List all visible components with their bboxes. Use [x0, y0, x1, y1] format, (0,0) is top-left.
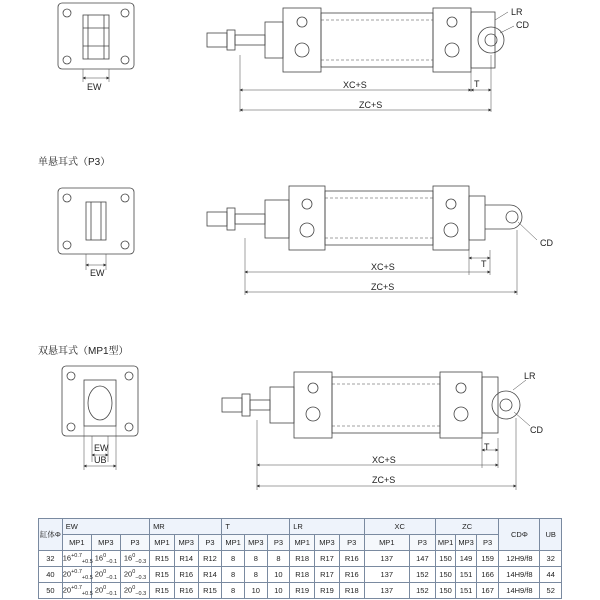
- ew-tol-lower: −0.3: [135, 590, 147, 597]
- cell-t-p3: 8: [267, 551, 290, 567]
- cell-xc-p3: 152: [409, 583, 435, 599]
- table-header-row: [39, 519, 562, 535]
- cell-lr-p3: R18: [339, 583, 364, 599]
- ew-tol-upper: 0: [132, 552, 136, 559]
- cell-lr-p3: R16: [339, 567, 364, 583]
- sub-zc-mp3: MP3: [456, 535, 476, 551]
- ew-tol-upper: +0.7: [71, 552, 82, 559]
- cell-t-p3: 10: [267, 567, 290, 583]
- ew-tol-upper: 0: [103, 584, 107, 591]
- cell-zc-mp3: 151: [456, 567, 476, 583]
- cell-ew-mp3: [91, 551, 120, 567]
- cell-lr-mp1: R18: [290, 551, 315, 567]
- ew-label-1: EW: [87, 82, 102, 92]
- sub-ew-p3: P3: [120, 535, 149, 551]
- cell-ew-p3: [120, 551, 149, 567]
- zc-label-3: ZC+S: [372, 475, 396, 485]
- sub-t-p3: P3: [267, 535, 290, 551]
- side-view-3: [222, 372, 530, 490]
- xc-label-2: XC+S: [371, 262, 395, 272]
- ew-tol-upper: 0: [132, 584, 136, 591]
- ew-value: 20: [123, 569, 133, 578]
- sub-lr-mp3: MP3: [315, 535, 340, 551]
- table-subheader-row: [39, 535, 562, 551]
- cell-mr-p3: R15: [198, 583, 222, 599]
- cell-mr-mp1: R15: [150, 551, 175, 567]
- cell-zc-p3: 166: [476, 567, 499, 583]
- cell-zc-mp3: 151: [456, 583, 476, 599]
- cell-lr-mp3: R17: [315, 567, 340, 583]
- cell-ew-mp3: [91, 567, 120, 583]
- cd-label-2: CD: [540, 238, 553, 248]
- ew-tol-upper: 0: [132, 568, 136, 575]
- ew-value: 20: [123, 585, 133, 594]
- cell-bore: 40: [39, 567, 63, 583]
- cell-cd: 14H9/f8: [499, 567, 540, 583]
- ew-tol-lower: +0.5: [81, 574, 93, 581]
- ew-tol-lower: −0.1: [106, 558, 118, 565]
- t-label-3: T: [484, 442, 490, 452]
- cell-ew-mp1: [62, 583, 91, 599]
- cell-t-mp1: 8: [222, 583, 245, 599]
- zc-header: ZC: [435, 519, 499, 535]
- ew-value: 20: [62, 569, 72, 578]
- spec-table: [38, 518, 562, 599]
- cell-ub: 32: [540, 551, 562, 567]
- cell-mr-mp3: R16: [174, 567, 198, 583]
- sub-mr-mp1: MP1: [150, 535, 175, 551]
- ew-value: 16: [123, 553, 133, 562]
- ub-header: UB: [540, 519, 562, 551]
- cell-t-mp3: 10: [244, 583, 267, 599]
- sub-mr-p3: P3: [198, 535, 222, 551]
- cell-xc-mp1: 137: [364, 567, 409, 583]
- ew-header: EW: [62, 519, 149, 535]
- cell-ew-p3: [120, 567, 149, 583]
- sub-lr-mp1: MP1: [290, 535, 315, 551]
- cell-zc-mp1: 150: [435, 551, 455, 567]
- sub-xc-p3: P3: [409, 535, 435, 551]
- cell-mr-p3: R14: [198, 567, 222, 583]
- ew-tol-lower: +0.5: [81, 558, 93, 565]
- cell-xc-mp1: 137: [364, 551, 409, 567]
- ew-tol-upper: 0: [103, 552, 107, 559]
- lr-label-3: LR: [524, 371, 536, 381]
- ew-label-2: EW: [90, 268, 105, 278]
- cell-mr-p3: R12: [198, 551, 222, 567]
- cell-ew-mp1: [62, 551, 91, 567]
- cell-zc-mp1: 150: [435, 583, 455, 599]
- ew-value: 20: [62, 585, 72, 594]
- cell-cd: 12H9/f8: [499, 551, 540, 567]
- cell-zc-p3: 167: [476, 583, 499, 599]
- cell-bore: 32: [39, 551, 63, 567]
- cell-t-mp3: 8: [244, 551, 267, 567]
- cell-zc-mp1: 150: [435, 567, 455, 583]
- xc-label-3: XC+S: [372, 455, 396, 465]
- cell-mr-mp3: R16: [174, 583, 198, 599]
- sub-t-mp3: MP3: [244, 535, 267, 551]
- ew-label-3: EW: [94, 443, 109, 453]
- sub-zc-mp1: MP1: [435, 535, 455, 551]
- cell-t-mp1: 8: [222, 567, 245, 583]
- lr-label-1: LR: [511, 7, 523, 17]
- ew-tol-upper: +0.7: [71, 584, 82, 591]
- sub-ew-mp3: MP3: [91, 535, 120, 551]
- cell-lr-mp1: R18: [290, 567, 315, 583]
- ew-tol-lower: +0.5: [81, 590, 93, 597]
- sub-lr-p3: P3: [339, 535, 364, 551]
- ew-value: 16: [94, 553, 104, 562]
- xc-header: XC: [364, 519, 435, 535]
- zc-label-2: ZC+S: [371, 282, 395, 292]
- cell-bore: 50: [39, 583, 63, 599]
- cd-label-3: CD: [530, 425, 543, 435]
- mr-header: MR: [150, 519, 222, 535]
- ew-tol-lower: −0.3: [135, 558, 147, 565]
- cell-zc-mp3: 149: [456, 551, 476, 567]
- table-row: [39, 583, 562, 599]
- table-row: [39, 551, 562, 567]
- cell-t-mp3: 8: [244, 567, 267, 583]
- sub-zc-p3: P3: [476, 535, 499, 551]
- bore-header: 缸体Φ: [39, 519, 63, 551]
- ew-tol-lower: −0.3: [135, 574, 147, 581]
- cell-lr-mp3: R19: [315, 583, 340, 599]
- ew-tol-upper: +0.7: [71, 568, 82, 575]
- cell-ew-mp3: [91, 583, 120, 599]
- cell-ew-mp1: [62, 567, 91, 583]
- section-title-mp1: 双悬耳式（MP1型）: [38, 346, 129, 357]
- sub-xc-mp1: MP1: [364, 535, 409, 551]
- t-label-2: T: [481, 259, 487, 269]
- cell-ew-p3: [120, 583, 149, 599]
- table-row: [39, 567, 562, 583]
- lr-header: LR: [290, 519, 364, 535]
- ub-label-3: UB: [94, 455, 107, 465]
- t-label-1: T: [474, 79, 480, 89]
- xc-label-1: XC+S: [343, 80, 367, 90]
- cell-lr-p3: R16: [339, 551, 364, 567]
- end-view-2: [58, 188, 134, 270]
- ew-value: 20: [94, 585, 104, 594]
- sub-mr-mp3: MP3: [174, 535, 198, 551]
- cell-zc-p3: 159: [476, 551, 499, 567]
- cell-t-p3: 10: [267, 583, 290, 599]
- zc-label-1: ZC+S: [359, 100, 383, 110]
- cell-mr-mp3: R14: [174, 551, 198, 567]
- ew-tol-lower: −0.1: [106, 590, 118, 597]
- end-view-1: [58, 3, 134, 82]
- cell-mr-mp1: R15: [150, 583, 175, 599]
- cell-xc-mp1: 137: [364, 583, 409, 599]
- cell-ub: 44: [540, 567, 562, 583]
- cell-ub: 52: [540, 583, 562, 599]
- cd-label-1: CD: [516, 20, 529, 30]
- cell-mr-mp1: R15: [150, 567, 175, 583]
- ew-value: 20: [94, 569, 104, 578]
- cell-lr-mp1: R19: [290, 583, 315, 599]
- sub-ew-mp1: MP1: [62, 535, 91, 551]
- section-title-p3: 单悬耳式（P3）: [38, 157, 111, 168]
- side-view-1: [207, 8, 514, 112]
- cell-lr-mp3: R17: [315, 551, 340, 567]
- ew-tol-upper: 0: [103, 568, 107, 575]
- cell-t-mp1: 8: [222, 551, 245, 567]
- sub-t-mp1: MP1: [222, 535, 245, 551]
- cell-xc-p3: 152: [409, 567, 435, 583]
- cd-header: CDΦ: [499, 519, 540, 551]
- cell-cd: 14H9/f8: [499, 583, 540, 599]
- cell-xc-p3: 147: [409, 551, 435, 567]
- ew-value: 16: [62, 553, 72, 562]
- ew-tol-lower: −0.1: [106, 574, 118, 581]
- side-view-2: [207, 186, 537, 295]
- t-header: T: [222, 519, 290, 535]
